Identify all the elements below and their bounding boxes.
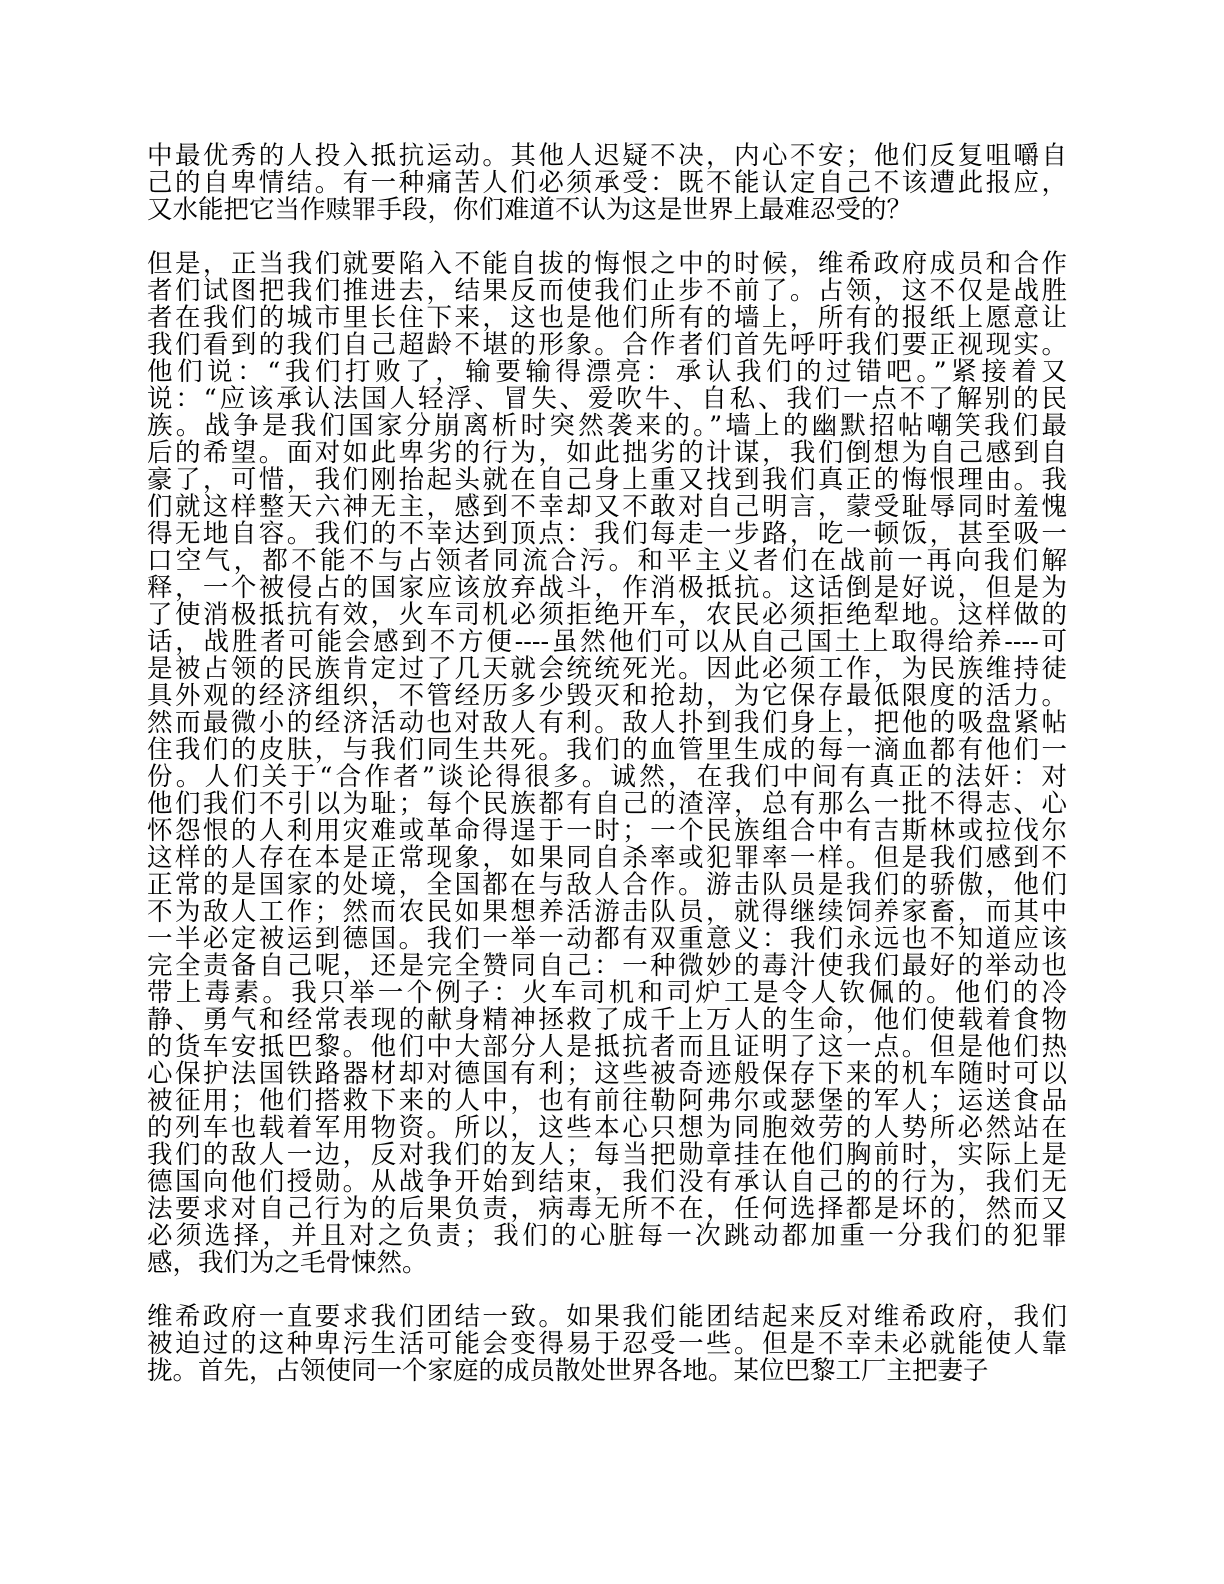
text-line: 拢。首先，占领使同一个家庭的成员散处世界各地。某位巴黎工厂主把妻子	[147, 1356, 989, 1386]
text-line: 中最优秀的人投入抵抗运动。其他人迟疑不决，内心不安；他们反复咀嚼自	[147, 141, 1067, 171]
text-line: 他们说：“我们打败了，输要输得漂亮：承认我们的过错吧。”紧接着又	[147, 357, 1067, 387]
paragraph-gap	[147, 224, 1067, 251]
text-line: 维希政府一直要求我们团结一致。如果我们能团结起来反对维希政府，我们	[147, 1302, 1067, 1332]
text-line: 族。战争是我们国家分崩离析时突然袭来的。”墙上的幽默招帖嘲笑我们最	[147, 411, 1067, 441]
text-line: 口空气，都不能不与占领者同流合污。和平主义者们在战前一再向我们解	[147, 546, 1067, 576]
text-line: 具外观的经济组织，不管经历多少毁灭和抢劫，为它保存最低限度的活力。	[147, 681, 1067, 711]
text-line: 一半必定被运到德国。我们一举一动都有双重意义：我们永远也不知道应该	[147, 924, 1067, 954]
text-line: 正常的是国家的处境，全国都在与敌人合作。游击队员是我们的骄傲，他们	[147, 870, 1067, 900]
text-line: 不为敌人工作；然而农民如果想养活游击队员，就得继续饲养家畜，而其中	[147, 897, 1067, 927]
text-line: 份。人们关于“合作者”谈论得很多。诚然，在我们中间有真正的法奸：对	[147, 762, 1067, 792]
paragraph-gap	[147, 1277, 1067, 1304]
paragraph	[147, 251, 1067, 1277]
body-text	[147, 143, 1067, 1385]
text-line: 但是，正当我们就要陷入不能自拔的悔恨之中的时候，维希政府成员和合作	[147, 249, 1067, 279]
text-line: 得无地自容。我们的不幸达到顶点：我们每走一步路，吃一顿饭，甚至吸一	[147, 519, 1067, 549]
text-line: 他们我们不引以为耻；每个民族都有自己的渣滓，总有那么一批不得志、心	[147, 789, 1067, 819]
text-line: 话，战胜者可能会感到不方便----虽然他们可以从自己国土上取得给养----可	[147, 627, 1067, 657]
text-line: 完全责备自己呢，还是完全赞同自己：一种微妙的毒汁使我们最好的举动也	[147, 951, 1067, 981]
paragraph	[147, 143, 1067, 224]
text-line: 说：“应该承认法国人轻浮、冒失、爱吹牛、自私、我们一点不了解别的民	[147, 384, 1067, 414]
text-line: 我们的敌人一边，反对我们的友人；每当把勋章挂在他们胸前时，实际上是	[147, 1140, 1067, 1170]
text-line: 被迫过的这种卑污生活可能会变得易于忍受一些。但是不幸未必就能使人靠	[147, 1329, 1067, 1359]
text-line: 怀怨恨的人利用灾难或革命得逞于一时；一个民族组合中有吉斯林或拉伐尔	[147, 816, 1067, 846]
text-line: 豪了，可惜，我们刚抬起头就在自己身上重又找到我们真正的悔恨理由。我	[147, 465, 1067, 495]
text-line: 我们看到的我们自己超龄不堪的形象。合作者们首先呼吁我们要正视现实。	[147, 330, 1067, 360]
text-line: 们就这样整天六神无主，感到不幸却又不敢对自己明言，蒙受耻辱同时羞愧	[147, 492, 1067, 522]
paragraph	[147, 1304, 1067, 1385]
text-line: 被征用；他们搭救下来的人中，也有前往勒阿弗尔或瑟堡的军人；运送食品	[147, 1086, 1067, 1116]
text-line: 释，一个被侵占的国家应该放弃战斗，作消极抵抗。这话倒是好说，但是为	[147, 573, 1067, 603]
text-line: 德国向他们授勋。从战争开始到结束，我们没有承认自己的的行为，我们无	[147, 1167, 1067, 1197]
text-line: 的列车也载着军用物资。所以，这些本心只想为同胞效劳的人势所必然站在	[147, 1113, 1067, 1143]
text-line: 又水能把它当作赎罪手段，你们难道不认为这是世界上最难忍受的？	[147, 195, 913, 225]
text-line: 后的希望。面对如此卑劣的行为，如此拙劣的计谋，我们倒想为自己感到自	[147, 438, 1067, 468]
text-line: 者们试图把我们推进去，结果反而使我们止步不前了。占领，这不仅是战胜	[147, 276, 1067, 306]
text-line: 静、勇气和经常表现的献身精神拯救了成千上万人的生命，他们使载着食物	[147, 1005, 1067, 1035]
text-line: 者在我们的城市里长住下来，这也是他们所有的墙上，所有的报纸上愿意让	[147, 303, 1067, 333]
text-line: 己的自卑情结。有一种痛苦人们必须承受：既不能认定自己不该遭此报应，	[147, 168, 1067, 198]
text-line: 感，我们为之毛骨悚然。	[147, 1248, 428, 1278]
text-line: 心保护法国铁路器材却对德国有利；这些被奇迹般保存下来的机车随时可以	[147, 1059, 1067, 1089]
text-line: 法要求对自己行为的后果负责，病毒无所不在，任何选择都是坏的，然而又	[147, 1194, 1067, 1224]
text-line: 住我们的皮肤，与我们同生共死。我们的血管里生成的每一滴血都有他们一	[147, 735, 1067, 765]
text-line: 是被占领的民族肯定过了几天就会统统死光。因此必须工作，为民族维持徒	[147, 654, 1067, 684]
text-line: 带上毒素。我只举一个例子：火车司机和司炉工是令人钦佩的。他们的冷	[147, 978, 1067, 1008]
text-line: 然而最微小的经济活动也对敌人有利。敌人扑到我们身上，把他的吸盘紧帖	[147, 708, 1067, 738]
text-line: 必须选择，并且对之负责；我们的心脏每一次跳动都加重一分我们的犯罪	[147, 1221, 1067, 1251]
text-line: 这样的人存在本是正常现象，如果同自杀率或犯罪率一样。但是我们感到不	[147, 843, 1067, 873]
text-line: 了使消极抵抗有效，火车司机必须拒绝开车，农民必须拒绝犁地。这样做的	[147, 600, 1067, 630]
text-line: 的货车安抵巴黎。他们中大部分人是抵抗者而且证明了这一点。但是他们热	[147, 1032, 1067, 1062]
